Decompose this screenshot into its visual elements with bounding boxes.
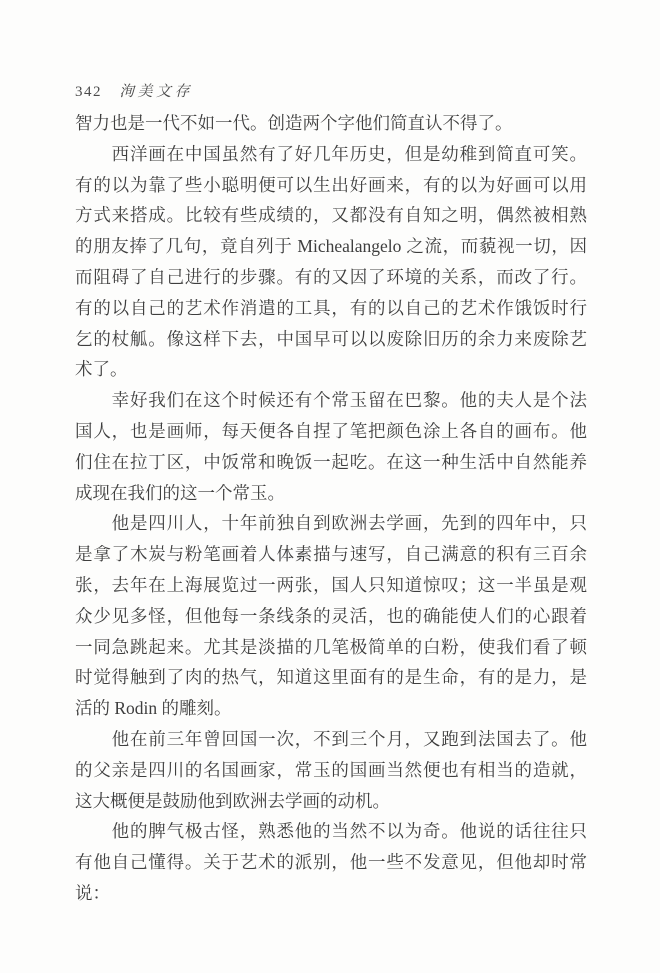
text-line: 他的脾气极古怪，熟悉他的当然不以为奇。他说的话往往只 [75,821,587,842]
text-line: 而阻碍了自己进行的步骤。有的又因了环境的关系，而改了行。 [75,266,587,287]
text-line: 说： [75,882,110,903]
text-line: 有的以自己的艺术作消遣的工具，有的以自己的艺术作饿饭时行 [75,297,587,318]
paragraph [75,816,587,908]
text-line: 乞的杖觚。像这样下去，中国早可以以废除旧历的余力来废除艺 [75,328,587,349]
text-line: 他是四川人，十年前独自到欧洲去学画，先到的四年中，只 [75,513,587,534]
paragraph [75,724,587,816]
text-block [75,108,587,909]
text-line: 成现在我们的这一个常玉。 [75,482,285,503]
text-line: 有的以为靠了些小聪明便可以生出好画来，有的以为好画可以用 [75,174,587,195]
text-line: 的父亲是四川的名国画家，常玉的国画当然便也有相当的造就， [75,759,587,780]
text-line: 他在前三年曾回国一次，不到三个月，又跑到法国去了。他 [75,728,587,749]
paragraph [75,108,587,139]
text-line: 时觉得触到了肉的热气，知道这里面有的是生命，有的是力，是 [75,667,587,688]
page-number: 342 [75,84,102,100]
paragraph [75,508,587,724]
paragraph [75,139,587,385]
running-header [75,80,193,101]
text-line: 这大概便是鼓励他到欧洲去学画的动机。 [75,790,390,811]
text-line: 们住在拉丁区，中饭常和晚饭一起吃。在这一种生活中自然能养 [75,451,587,472]
text-line: 的朋友捧了几句，竟自列于 Michealangelo 之流，而藐视一切，因 [75,236,587,257]
book-title: 洵美文存 [119,84,194,100]
text-line: 一同急跳起来。尤其是淡描的几笔极简单的白粉，使我们看了顿 [75,636,587,657]
text-line: 国人，也是画师，每天便各自捏了笔把颜色涂上各自的画布。他 [75,420,587,441]
text-line: 是拿了木炭与粉笔画着人体素描与速写，自己满意的积有三百余 [75,544,587,565]
text-line: 幸好我们在这个时候还有个常玉留在巴黎。他的夫人是个法 [75,390,587,411]
text-line: 众少见多怪，但他每一条线条的灵活，也的确能使人们的心跟着 [75,605,587,626]
text-line: 术了。 [75,359,128,380]
text-line: 方式来搭成。比较有些成绩的，又都没有自知之明，偶然被相熟 [75,205,587,226]
text-line: 活的 Rodin 的雕刻。 [75,698,232,719]
text-line: 张，去年在上海展览过一两张，国人只知道惊叹；这一半虽是观 [75,574,587,595]
paragraph [75,385,587,508]
text-line: 智力也是一代不如一代。创造两个字他们简直认不得了。 [75,113,513,133]
text-line: 有他自己懂得。关于艺术的派别，他一些不发意见，但他却时常 [75,852,587,873]
text-line: 西洋画在中国虽然有了好几年历史，但是幼稚到简直可笑。 [75,143,587,164]
